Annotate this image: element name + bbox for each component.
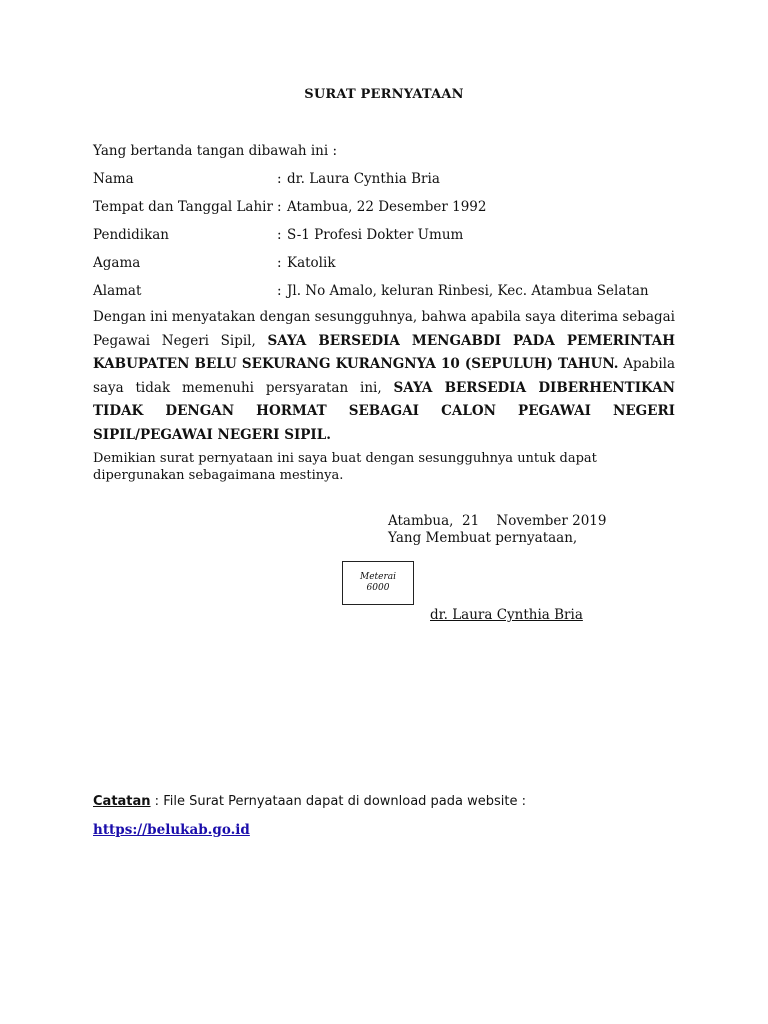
field-value: Katolik (287, 255, 336, 271)
statement-paragraph (93, 306, 675, 447)
field-value: S-1 Profesi Dokter Umum (287, 227, 464, 243)
field-value: Atambua, 22 Desember 1992 (287, 199, 487, 215)
stamp-value: 6000 (366, 583, 390, 593)
field-value: dr. Laura Cynthia Bria (287, 171, 440, 187)
intro-text: Yang bertanda tangan dibawah ini : (93, 143, 338, 159)
field-row-nama (93, 171, 440, 187)
meterai-stamp-box (342, 561, 414, 605)
signature-block (388, 513, 606, 547)
signer-caption: Yang Membuat pernyataan, (388, 530, 578, 546)
statement-bold-1: SAYA BERSEDIA MENGABDI PADA PEMERINTAH KABUPATEN BELU SEKURANG KURANGNYA 10 (SEPULUH) TAHUN. (93, 332, 675, 372)
note-label: Catatan (93, 794, 151, 809)
note-line (93, 794, 526, 809)
field-separator: : (277, 227, 282, 243)
signer-name: dr. Laura Cynthia Bria (430, 607, 583, 623)
field-separator: : (277, 283, 282, 299)
field-row-alamat (93, 283, 649, 299)
stamp-label: Meterai (359, 572, 397, 582)
field-row-agama (93, 255, 336, 271)
statement-bold-2: SAYA BERSEDIA DIBERHENTIKAN TIDAK DENGAN HORMAT SEBAGAI CALON PEGAWAI NEGERI SIPIL/PEGAWAI NEGERI SIPIL. (93, 379, 676, 443)
field-value: Jl. No Amalo, keluran Rinbesi, Kec. Atambua Selatan (287, 283, 649, 299)
field-label: Alamat (93, 283, 142, 299)
note-text: : File Surat Pernyataan dapat di download pada website : (150, 794, 526, 809)
field-separator: : (277, 171, 282, 187)
field-separator: : (277, 255, 282, 271)
document-title: SURAT PERNYATAAN (304, 87, 464, 102)
field-label: Pendidikan (93, 227, 170, 243)
field-label: Agama (93, 255, 141, 271)
statement-text-2: Apabila saya tidak memenuhi persyaratan ini, (93, 356, 675, 396)
place-date: Atambua, 21 November 2019 (388, 513, 607, 529)
closing-paragraph: Demikian surat pernyataan ini saya buat dengan sesungguhnya untuk dapat dipergunakan sebagaimana mestinya. (93, 451, 597, 483)
field-row-tempat-tanggal-lahir (93, 199, 487, 215)
field-label: Nama (93, 171, 134, 187)
field-row-pendidikan (93, 227, 463, 243)
field-separator: : (277, 199, 282, 215)
statement-text-1: Dengan ini menyatakan dengan sesungguhnya, bahwa apabila saya diterima sebagai Pegawai Negeri Sipil, (93, 309, 675, 349)
field-label: Tempat dan Tanggal Lahir (93, 199, 273, 215)
website-link[interactable]: https://belukab.go.id (93, 822, 250, 838)
